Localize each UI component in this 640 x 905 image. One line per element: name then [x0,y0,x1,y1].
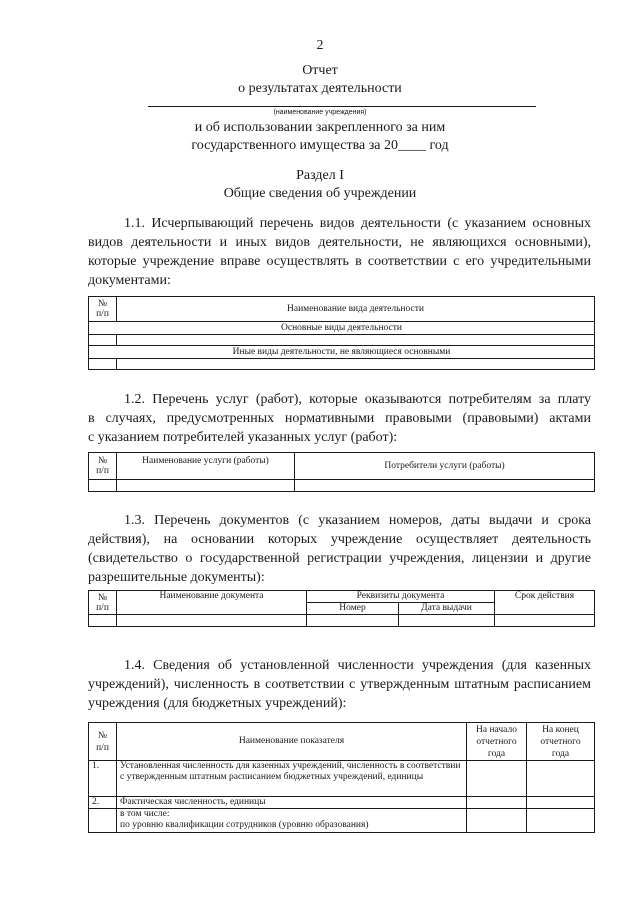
staff-numbers-table [88,722,595,833]
col-consumers-header: Потребители услуги (работы) [295,453,595,480]
col-validity-header: Срок действия [495,591,595,615]
table-cell [117,335,595,346]
paragraph-line: с указанием потребителей указанных услуг (работ): [88,430,398,445]
col-issue-date-header: Дата выдачи [399,603,495,615]
paragraph-1-1 [88,214,591,290]
col-number-header: № п/п [89,591,117,615]
report-title-line3: и об использовании закрепленного за ним [194,120,446,135]
table-cell [295,480,595,492]
services-table [88,452,595,492]
institution-name-line [148,106,536,107]
table-cell [467,809,527,833]
col-document-name-header: Наименование документа [117,591,307,615]
paragraph-line: видов деятельности и иных видов деятельности, не являющихся основными), [88,235,591,250]
paragraph-1-3 [88,511,591,587]
report-title: Отчет [302,63,338,78]
table-cell [467,761,527,797]
paragraph-1-4 [88,656,591,713]
section-subheading: Общие сведения об учреждении [223,186,417,201]
col-requisites-header: Реквизиты документа [307,591,495,603]
col-number-header: № п/п [89,723,117,761]
paragraph-line: (свидетельство о государственной регистрации учреждения, лицензии и другие [88,551,591,566]
row-indicator-name: в том числе: по уровню квалификации сотрудников (уровню образования) [117,809,467,833]
paragraph-line: 1.1. Исчерпывающий перечень видов деятельности (с указанием основных [124,216,591,231]
table-cell [117,359,595,370]
row-number: 1. [89,761,117,797]
report-title-line4: государственного имущества за 20____ год [191,138,449,153]
paragraph-line: документами: [88,273,171,288]
table-cell [117,480,295,492]
other-activities-row: Иные виды деятельности, не являющиеся основными [89,346,595,359]
paragraph-line: учреждения (для бюджетных учреждений): [88,696,347,711]
table-cell [399,615,495,627]
paragraph-line: учреждений), численность в соответствии с утвержденным штатным расписанием [88,677,591,692]
col-number-header: № п/п [89,297,117,322]
paragraph-line: 1.2. Перечень услуг (работ), которые оказываются потребителям за плату [124,392,591,407]
row-number [89,809,117,833]
table-cell [307,615,399,627]
col-indicator-header: Наименование показателя [117,723,467,761]
table-cell [527,797,595,809]
paragraph-line: 1.4. Сведения об установленной численности учреждения (для казенных [124,658,591,673]
row-indicator-name: Фактическая численность, единицы [117,797,467,809]
activities-table [88,296,595,370]
paragraph-line: действия), на основании которых учреждение осуществляет деятельность [88,532,591,547]
table-cell [89,335,117,346]
paragraph-line: в случаях, предусмотренных нормативными правовыми (правовыми) актами [88,411,591,426]
main-activities-row: Основные виды деятельности [89,322,595,335]
col-start-of-year-header: На начало отчетного года [467,723,527,761]
table-cell [495,615,595,627]
table-cell [117,615,307,627]
table-cell [89,480,117,492]
table-cell [527,809,595,833]
table-cell [527,761,595,797]
row-number: 2. [89,797,117,809]
col-activity-name-header: Наименование вида деятельности [117,297,595,322]
col-end-of-year-header: На конец отчетного года [527,723,595,761]
table-cell [89,359,117,370]
col-number-header: № п/п [89,453,117,480]
row-indicator-name: Установленная численность для казенных учреждений, численность в соответствии с утвержденным штатным расписанием бюджетных учреждений, единицы [117,761,467,797]
documents-table [88,590,595,627]
report-subtitle: о результатах деятельности [238,81,402,96]
page-number: 2 [316,38,324,53]
col-service-name-header: Наименование услуги (работы) [117,453,295,480]
section-heading: Раздел I [296,168,344,183]
paragraph-line: разрешительные документы): [88,570,265,585]
table-cell [89,615,117,627]
paragraph-line: 1.3. Перечень документов (с указанием номеров, даты выдачи и срока [124,513,591,528]
paragraph-1-2 [88,390,591,447]
table-cell [467,797,527,809]
col-doc-number-header: Номер [307,603,399,615]
paragraph-line: которые учреждение вправе осуществлять в соответствии с его учредительными [88,254,591,269]
institution-caption: (наименование учреждения) [273,109,367,116]
